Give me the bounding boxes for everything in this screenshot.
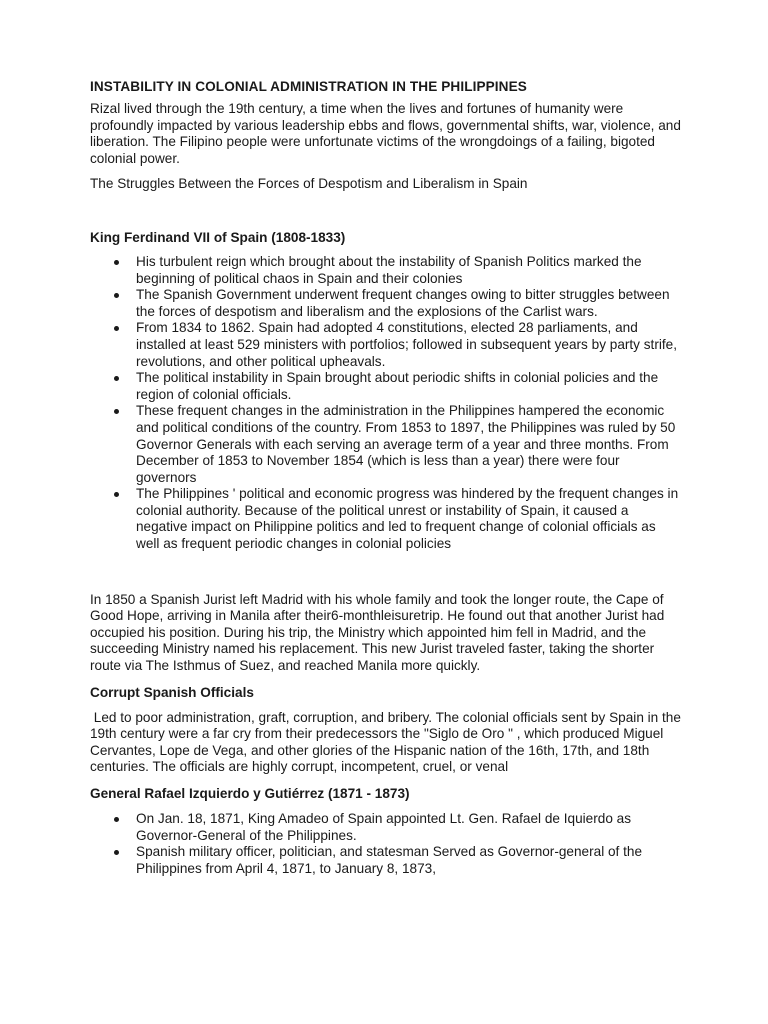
list-item: The political instability in Spain brought about periodic shifts in colonial policies and the region of colonial officials. [90, 370, 682, 403]
corrupt-officials-paragraph: Led to poor administration, graft, corruption, and bribery. The colonial officials sent by Spain in the 19th century were a far cry from their predecessors the "Siglo de Oro " , which produced Miguel Cervantes, Lope de Vega, and other glories of the Hispanic nation of the 16th, 17th, and 18th centuries. The officials are highly corrupt, incompetent, cruel, or venal [90, 709, 685, 775]
ferdinand-bullet-list [90, 254, 682, 553]
ferdinand-heading: King Ferdinand VII of Spain (1808-1833) [90, 229, 346, 245]
list-item: Spanish military officer, politician, and statesman Served as Governor-general of the Philippines from April 4, 1871, to January 8, 1873, [90, 844, 682, 877]
corrupt-officials-heading: Corrupt Spanish Officials [90, 684, 254, 700]
bullet-icon [114, 293, 119, 298]
list-item: These frequent changes in the administration in the Philippines hampered the economic and political conditions of the country. From 1853 to 1897, the Philippines was ruled by 50 Governor Generals with each serving an average term of a year and three months. From December of 1853 to November 1854 (which is less than a year) there were four governors [90, 403, 682, 486]
bullet-icon [114, 326, 119, 331]
list-item: The Philippines ' political and economic progress was hindered by the frequent changes in colonial authority. Because of the political unrest or instability of Spain, it caused a negative impact on Philippine politics and led to frequent change of colonial officials as well as frequent periodic changes in colonial policies [90, 486, 682, 552]
list-item: On Jan. 18, 1871, King Amadeo of Spain appointed Lt. Gen. Rafael de Iquierdo as Governor-General of the Philippines. [90, 811, 682, 844]
list-item: His turbulent reign which brought about the instability of Spanish Politics marked the beginning of political chaos in Spain and their colonies [90, 254, 682, 287]
list-item: From 1834 to 1862. Spain had adopted 4 constitutions, elected 28 parliaments, and installed at least 529 ministers with portfolios; followed in subsequent years by party strife, revolutions, and other political upheavals. [90, 320, 682, 370]
bullet-icon [114, 492, 119, 497]
bullet-icon [114, 260, 119, 265]
bullet-icon [114, 409, 119, 414]
section-subtitle: The Struggles Between the Forces of Despotism and Liberalism in Spain [90, 176, 528, 192]
izquierdo-heading: General Rafael Izquierdo y Gutiérrez (1871 - 1873) [90, 786, 410, 801]
list-item: The Spanish Government underwent frequent changes owing to bitter struggles between the forces of despotism and liberalism and the explosions of the Carlist wars. [90, 287, 682, 320]
bullet-icon [114, 817, 119, 822]
intro-paragraph: Rizal lived through the 19th century, a time when the lives and fortunes of humanity were profoundly impacted by various leadership ebbs and flows, governmental shifts, war, violence, and liberation. The Filipino people were unfortunate victims of the wrongdoings of a failing, bigoted colonial power. [90, 101, 681, 166]
document-page [90, 78, 685, 887]
document-title: INSTABILITY IN COLONIAL ADMINISTRATION IN THE PHILIPPINES [90, 79, 527, 94]
bullet-icon [114, 850, 119, 855]
izquierdo-bullet-list [90, 811, 682, 877]
jurist-paragraph: In 1850 a Spanish Jurist left Madrid with his whole family and took the longer route, the Cape of Good Hope, arriving in Manila after their6-monthleisuretrip. He found out that another Jurist had occupied his position. During his trip, the Ministry which appointed him fell in Madrid, and the succeeding Ministry named his replacement. This new Jurist traveled faster, taking the shorter route via The Isthmus of Suez, and reached Manila more quickly. [90, 591, 665, 674]
bullet-icon [114, 376, 119, 381]
